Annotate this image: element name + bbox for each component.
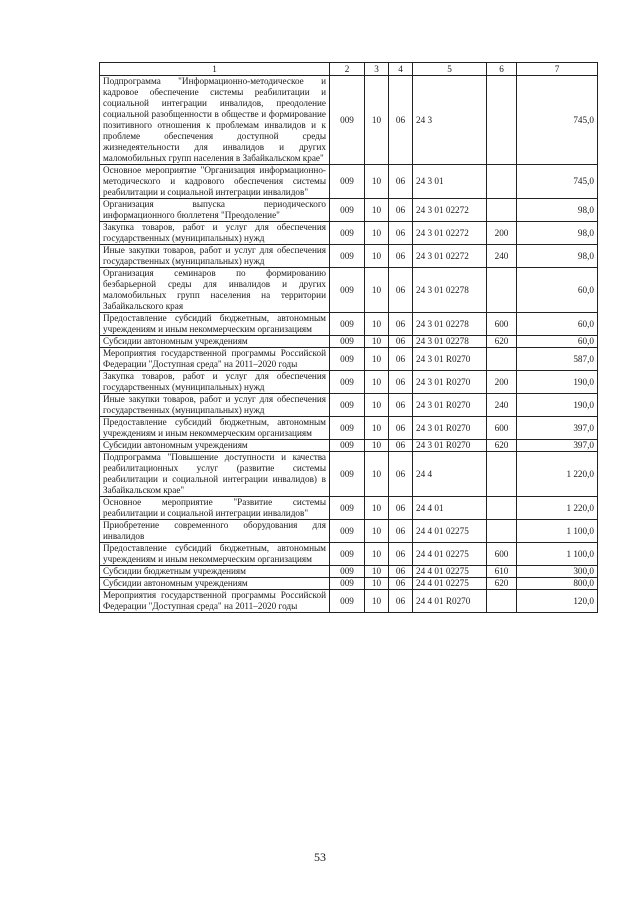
row-value-cell: 620 [487,578,517,590]
row-value-cell: 10 [365,440,389,452]
table-row [100,222,598,245]
column-header: 2 [330,63,365,76]
row-name-cell: Закупка товаров, работ и услуг для обеспечения государственных (муниципальных) нужд [100,222,330,245]
row-value-cell: 240 [487,245,517,268]
row-value-cell: 009 [330,245,365,268]
row-value-cell: 745,0 [517,165,598,199]
row-value-cell: 06 [389,336,413,348]
row-value-cell: 24 3 01 02272 [413,245,487,268]
budget-table [99,62,598,613]
row-value-cell: 24 3 01 02278 [413,313,487,336]
row-value-cell: 24 4 01 [413,497,487,520]
table-row [100,578,598,590]
row-value-cell [487,590,517,613]
row-value-cell: 240 [487,394,517,417]
row-name-cell: Подпрограмма "Информационно-методическое и кадровое обеспечение системы реабилитации и социальной интеграции инвалидов, преодоление социальной разобщенности в обществе и формирование позитивного отношения к проблемам инвалидов и к проблеме обеспечения доступной среды жизнедеятельности для инвалидов и других маломобильных групп населения в Забайкальском крае" [100,76,330,165]
row-value-cell: 10 [365,590,389,613]
row-name-cell: Мероприятия государственной программы Российской Федерации "Доступная среда" на 2011–2020 годы [100,590,330,613]
row-value-cell: 620 [487,440,517,452]
row-value-cell [487,452,517,497]
row-value-cell: 009 [330,578,365,590]
row-value-cell: 24 4 [413,452,487,497]
row-name-cell: Иные закупки товаров, работ и услуг для обеспечения государственных (муниципальных) нужд [100,394,330,417]
row-value-cell: 06 [389,268,413,313]
row-value-cell: 10 [365,520,389,543]
table-row [100,313,598,336]
row-value-cell: 120,0 [517,590,598,613]
row-value-cell: 600 [487,543,517,566]
row-value-cell: 10 [365,199,389,222]
row-value-cell: 10 [365,497,389,520]
row-value-cell [487,76,517,165]
table-row [100,566,598,578]
row-value-cell: 24 4 01 02275 [413,543,487,566]
table-row [100,520,598,543]
table-row [100,268,598,313]
table-row [100,199,598,222]
table-row [100,440,598,452]
table-row [100,165,598,199]
row-value-cell: 10 [365,394,389,417]
row-value-cell: 10 [365,452,389,497]
row-value-cell: 06 [389,452,413,497]
row-value-cell: 06 [389,348,413,371]
row-value-cell: 009 [330,440,365,452]
row-value-cell: 24 3 01 02278 [413,268,487,313]
row-value-cell: 10 [365,578,389,590]
column-header: 6 [487,63,517,76]
row-value-cell: 06 [389,199,413,222]
row-value-cell: 24 3 01 R0270 [413,440,487,452]
row-value-cell: 98,0 [517,199,598,222]
row-value-cell: 24 4 01 R0270 [413,590,487,613]
table-row [100,497,598,520]
row-value-cell [487,268,517,313]
row-name-cell: Субсидии бюджетным учреждениям [100,566,330,578]
row-value-cell: 06 [389,222,413,245]
row-value-cell: 1 100,0 [517,520,598,543]
row-value-cell: 300,0 [517,566,598,578]
row-value-cell: 620 [487,336,517,348]
row-value-cell: 009 [330,199,365,222]
row-value-cell [487,520,517,543]
table-row [100,76,598,165]
row-value-cell: 009 [330,371,365,394]
row-name-cell: Основное мероприятие "Развитие системы реабилитации и социальной интеграции инвалидов" [100,497,330,520]
table-row [100,417,598,440]
row-value-cell: 1 100,0 [517,543,598,566]
row-value-cell: 200 [487,222,517,245]
row-value-cell: 009 [330,222,365,245]
row-value-cell: 24 3 01 02272 [413,222,487,245]
column-header: 3 [365,63,389,76]
row-value-cell: 397,0 [517,440,598,452]
row-value-cell: 009 [330,566,365,578]
row-value-cell: 200 [487,371,517,394]
row-value-cell: 600 [487,417,517,440]
row-value-cell: 190,0 [517,371,598,394]
row-value-cell: 24 3 01 R0270 [413,417,487,440]
row-name-cell: Субсидии автономным учреждениям [100,578,330,590]
table-row [100,245,598,268]
row-value-cell: 009 [330,313,365,336]
row-name-cell: Организация выпуска периодического информационного бюллетеня "Преодоление" [100,199,330,222]
row-value-cell: 24 3 01 R0270 [413,371,487,394]
row-value-cell: 10 [365,348,389,371]
row-value-cell: 98,0 [517,222,598,245]
column-header: 5 [413,63,487,76]
row-value-cell: 24 3 01 R0270 [413,348,487,371]
row-value-cell: 600 [487,313,517,336]
row-value-cell: 60,0 [517,268,598,313]
row-value-cell: 98,0 [517,245,598,268]
row-name-cell: Закупка товаров, работ и услуг для обеспечения государственных (муниципальных) нужд [100,371,330,394]
row-value-cell: 06 [389,165,413,199]
row-value-cell: 06 [389,371,413,394]
row-name-cell: Организация семинаров по формированию безбарьерной среды для инвалидов и других маломобильных групп населения на территории Забайкальского края [100,268,330,313]
row-name-cell: Мероприятия государственной программы Российской Федерации "Доступная среда" на 2011–2020 годы [100,348,330,371]
row-value-cell: 06 [389,245,413,268]
row-name-cell: Основное мероприятие "Организация информационно-методического и кадрового обеспечения системы реабилитации и социальной интеграции инвалидов" [100,165,330,199]
table-header-row [100,63,598,76]
row-value-cell: 06 [389,76,413,165]
row-value-cell: 1 220,0 [517,452,598,497]
row-value-cell: 009 [330,348,365,371]
row-value-cell: 009 [330,417,365,440]
row-value-cell [487,199,517,222]
row-value-cell: 610 [487,566,517,578]
row-value-cell: 009 [330,452,365,497]
row-value-cell: 009 [330,336,365,348]
row-value-cell: 009 [330,497,365,520]
table-row [100,452,598,497]
row-value-cell: 587,0 [517,348,598,371]
row-value-cell: 10 [365,245,389,268]
row-value-cell: 06 [389,566,413,578]
row-value-cell: 10 [365,543,389,566]
page-number: 53 [314,850,326,864]
row-value-cell [487,165,517,199]
row-value-cell: 800,0 [517,578,598,590]
row-value-cell: 009 [330,520,365,543]
row-name-cell: Подпрограмма "Повышение доступности и качества реабилитационных услуг (развитие системы реабилитации и социальной интеграции инвалидов) в Забайкальском крае" [100,452,330,497]
row-name-cell: Субсидии автономным учреждениям [100,336,330,348]
table-row [100,336,598,348]
column-header: 4 [389,63,413,76]
row-value-cell: 06 [389,578,413,590]
row-value-cell: 1 220,0 [517,497,598,520]
row-value-cell: 06 [389,497,413,520]
row-name-cell: Субсидии автономным учреждениям [100,440,330,452]
row-value-cell: 10 [365,417,389,440]
table-row [100,543,598,566]
table-row [100,348,598,371]
row-name-cell: Предоставление субсидий бюджетным, автономным учреждениям и иным некоммерческим организациям [100,417,330,440]
row-value-cell: 10 [365,313,389,336]
row-value-cell: 24 3 01 R0270 [413,394,487,417]
table-row [100,371,598,394]
row-value-cell: 10 [365,566,389,578]
row-value-cell: 24 4 01 02275 [413,566,487,578]
row-value-cell [487,348,517,371]
table-row [100,590,598,613]
row-value-cell [487,497,517,520]
row-value-cell: 24 3 01 02278 [413,336,487,348]
row-value-cell: 745,0 [517,76,598,165]
row-value-cell: 10 [365,268,389,313]
row-value-cell: 10 [365,336,389,348]
row-value-cell: 06 [389,590,413,613]
row-value-cell: 24 4 01 02275 [413,520,487,543]
row-value-cell: 24 3 [413,76,487,165]
row-value-cell: 10 [365,222,389,245]
row-value-cell: 06 [389,313,413,336]
table-row [100,394,598,417]
row-value-cell: 009 [330,543,365,566]
row-name-cell: Предоставление субсидий бюджетным, автономным учреждениям и иным некоммерческим организациям [100,543,330,566]
row-value-cell: 24 3 01 02272 [413,199,487,222]
column-header: 1 [100,63,330,76]
row-value-cell: 10 [365,76,389,165]
row-value-cell: 009 [330,268,365,313]
row-value-cell: 10 [365,165,389,199]
row-name-cell: Приобретение современного оборудования для инвалидов [100,520,330,543]
row-value-cell: 009 [330,76,365,165]
row-value-cell: 397,0 [517,417,598,440]
column-header: 7 [517,63,598,76]
row-value-cell: 60,0 [517,336,598,348]
row-value-cell: 06 [389,440,413,452]
row-value-cell: 06 [389,417,413,440]
row-value-cell: 06 [389,394,413,417]
row-value-cell: 009 [330,590,365,613]
row-value-cell: 10 [365,371,389,394]
row-value-cell: 009 [330,165,365,199]
row-name-cell: Предоставление субсидий бюджетным, автономным учреждениям и иным некоммерческим организациям [100,313,330,336]
row-value-cell: 009 [330,394,365,417]
row-value-cell: 06 [389,543,413,566]
row-value-cell: 24 3 01 [413,165,487,199]
row-name-cell: Иные закупки товаров, работ и услуг для обеспечения государственных (муниципальных) нужд [100,245,330,268]
row-value-cell: 24 4 01 02275 [413,578,487,590]
row-value-cell: 60,0 [517,313,598,336]
row-value-cell: 190,0 [517,394,598,417]
row-value-cell: 06 [389,520,413,543]
